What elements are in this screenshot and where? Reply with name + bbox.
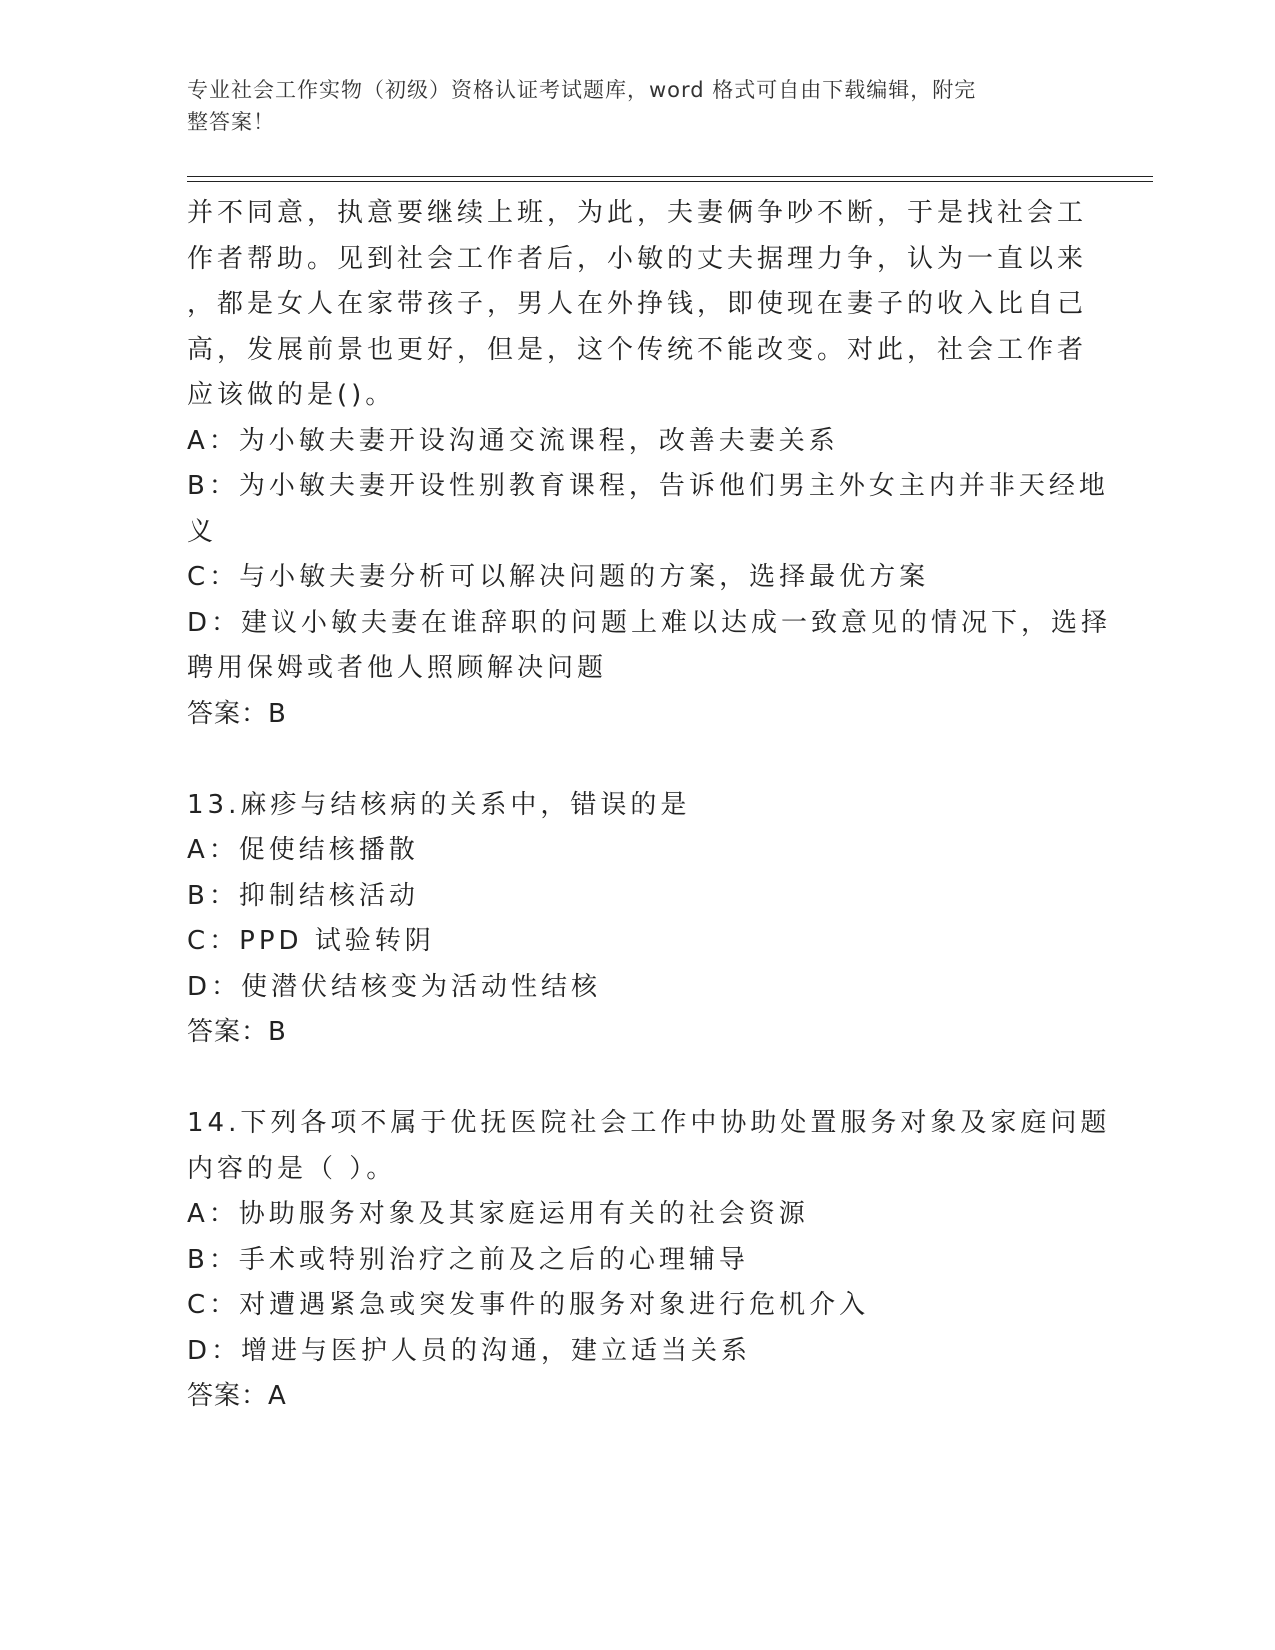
q13-stem: 13.麻疹与结核病的关系中，错误的是: [187, 789, 691, 820]
q13-option-d: D：使潜伏结核变为活动性结核: [187, 971, 602, 1002]
q13-option-a: A：促使结核播散: [187, 835, 419, 865]
question-12: [187, 191, 1112, 737]
q14-stem-line: 内容的是（ ）。: [187, 1153, 397, 1184]
q12-stem-line: 并不同意，执意要继续上班，为此，夫妻俩争吵不断，于是找社会工: [187, 198, 1088, 228]
header-line-2: 整答案！: [187, 110, 275, 134]
q13-option-b: B：抑制结核活动: [187, 880, 419, 911]
q12-stem-line: 应该做的是()。: [187, 380, 396, 410]
q12-stem-line: ，都是女人在家带孩子，男人在外挣钱，即使现在妻子的收入比自己: [187, 289, 1088, 319]
spacer: [187, 737, 1087, 783]
header-rule-bottom: [187, 181, 1153, 182]
q14-option-d: D：增进与医护人员的沟通，建立适当关系: [187, 1335, 752, 1366]
q12-stem-line: 高，发展前景也更好，但是，这个传统不能改变。对此，社会工作者: [187, 334, 1088, 365]
q14-option-c: C：对遭遇紧急或突发事件的服务对象进行危机介入: [187, 1290, 870, 1320]
header-rule-top: [187, 176, 1153, 177]
q12-option-a: A：为小敏夫妻开设沟通交流课程，改善夫妻关系: [187, 425, 839, 456]
q12-answer: 答案：B: [187, 698, 287, 729]
q12-option-d-cont: 聘用保姆或者他人照顾解决问题: [187, 653, 608, 683]
q14-option-a: A：协助服务对象及其家庭运用有关的社会资源: [187, 1199, 809, 1229]
question-14: [187, 1101, 1111, 1420]
document-body: [187, 191, 1112, 1420]
q12-stem-line: 作者帮助。见到社会工作者后，小敏的丈夫据理力争，认为一直以来: [187, 243, 1088, 274]
q12-option-b: B：为小敏夫妻开设性别教育课程，告诉他们男主外女主内并非天经地: [187, 471, 1109, 501]
question-13: [187, 783, 1087, 1056]
q14-stem-line: 14.下列各项不属于优抚医院社会工作中协助处置服务对象及家庭问题: [187, 1108, 1111, 1138]
q13-option-c: C：PPD 试验转阴: [187, 926, 435, 956]
q12-option-c: C：与小敏夫妻分析可以解决问题的方案，选择最优方案: [187, 562, 930, 592]
q14-option-b: B：手术或特别治疗之前及之后的心理辅导: [187, 1244, 749, 1275]
spacer: [187, 1056, 1087, 1102]
q13-answer: 答案：B: [187, 1017, 287, 1047]
q12-option-d: D：建议小敏夫妻在谁辞职的问题上难以达成一致意见的情况下，选择: [187, 607, 1112, 638]
q14-answer: 答案：A: [187, 1381, 287, 1411]
q12-option-b-cont: 义: [187, 516, 218, 547]
document-header: [187, 74, 1067, 138]
header-line-1: 专业社会工作实物（初级）资格认证考试题库，word 格式可自由下载编辑，附完: [187, 78, 977, 102]
